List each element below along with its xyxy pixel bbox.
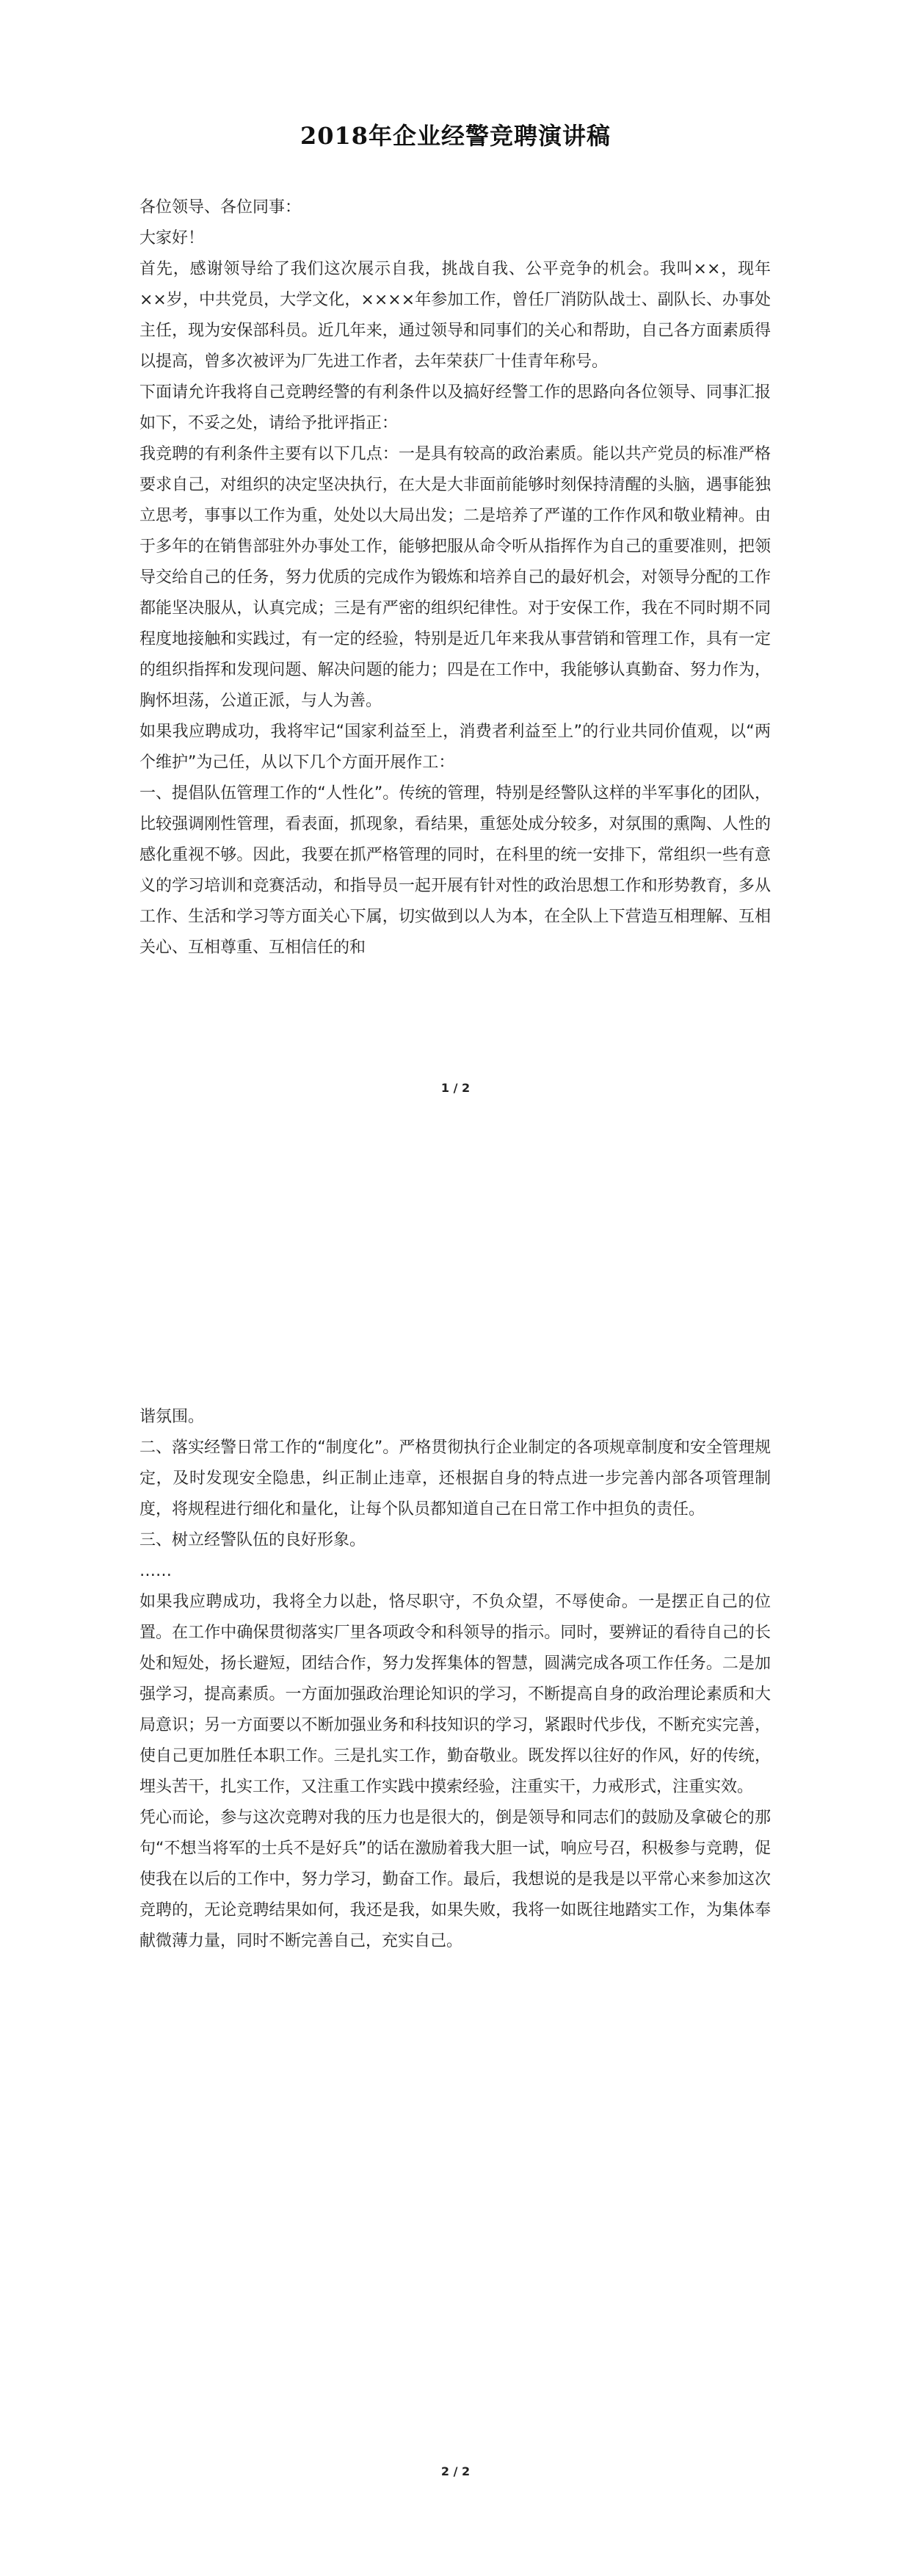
- document-title: 2018年企业经警竞聘演讲稿: [300, 122, 611, 150]
- paragraph-point-three: 三、树立经警队伍的良好形象。: [139, 1531, 366, 1549]
- paragraph-intro: 首先，感谢领导给了我们这次展示自我，挑战自我、公平竞争的机会。我叫××，现年××岁，中共党员，大学文化，××××年参加工作，曾任厂消防队战士、副队长、办事处主任，现为安保部科员。近几年来，通过领导和同事们的关心和帮助，自己各方面素质得以提高，曾多次被评为厂先进工作者，去年荣获厂十佳青年称号。: [139, 260, 771, 371]
- paragraph-advantages: 我竞聘的有利条件主要有以下几点：一是具有较高的政治素质。能以共产党员的标准严格要求自己，对组织的决定坚决执行，在大是大非面前能够时刻保持清醒的头脑，遇事能独立思考，事事以工作为重，处处以大局出发；二是培养了严谨的工作作风和敬业精神。由于多年的在销售部驻外办事处工作，能够把服从命令听从指挥作为自己的重要准则，把领导交给自己的任务，努力优质的完成作为锻炼和培养自己的最好机会，对领导分配的工作都能坚决服从，认真完成；三是有严密的组织纪律性。对于安保工作，我在不同时期不同程度地接触和实践过，有一定的经验，特别是近几年来我从事营销和管理工作，具有一定的组织指挥和发现问题、解决问题的能力；四是在工作中，我能够认真勤奋、努力作为，胸怀坦荡，公道正派，与人为善。: [139, 445, 771, 710]
- page-2: [0, 1288, 911, 2576]
- page-number: 2 / 2: [440, 2464, 471, 2478]
- salutation: 各位领导、各位同事：: [139, 198, 302, 217]
- paragraph-continuation: 谐氛围。: [139, 1408, 205, 1426]
- page-2-body: [139, 1402, 771, 1957]
- paragraph-plan-intro: 如果我应聘成功，我将牢记“国家利益至上，消费者利益至上”的行业共同价值观，以“两个维护”为己任，从以下几个方面开展作工：: [139, 723, 771, 772]
- page-1-body: [139, 192, 771, 963]
- ellipsis: ……: [139, 1562, 172, 1580]
- paragraph-point-one: 一、提倡队伍管理工作的“人性化”。传统的管理，特别是经警队这样的半军事化的团队，比较强调刚性管理，看表面，抓现象，看结果，重惩处成分较多，对氛围的熏陶、人性的感化重视不够。因此，我要在抓严格管理的同时，在科里的统一安排下，常组织一些有意义的学习培训和竞赛活动，和指导员一起开展有针对性的政治思想工作和形势教育，多从工作、生活和学习等方面关心下属，切实做到以人为本，在全队上下营造互相理解、互相关心、互相尊重、互相信任的和: [139, 784, 771, 957]
- paragraph-commitment: 如果我应聘成功，我将全力以赴，恪尽职守，不负众望，不辱使命。一是摆正自己的位置。在工作中确保贯彻落实厂里各项政令和科领导的指示。同时，要辨证的看待自己的长处和短处，扬长避短，团结合作，努力发挥集体的智慧，圆满完成各项工作任务。二是加强学习，提高素质。一方面加强政治理论知识的学习，不断提高自身的政治理论素质和大局意识；另一方面要以不断加强业务和科技知识的学习，紧跟时代步伐，不断充实完善，使自己更加胜任本职工作。三是扎实工作，勤奋敬业。既发挥以往好的作风，好的传统，埋头苦干，扎实工作，又注重工作实践中摸索经验，注重实干，力戒形式，注重实效。: [139, 1593, 771, 1796]
- paragraph-point-two: 二、落实经警日常工作的“制度化”。严格贯彻执行企业制定的各项规章制度和安全管理规定，及时发现安全隐患，纠正制止违章，还根据自身的特点进一步完善内部各项管理制度，将规程进行细化和量化，让每个队员都知道自己在日常工作中担负的责任。: [139, 1439, 771, 1519]
- paragraph-report-preface: 下面请允许我将自己竞聘经警的有利条件以及搞好经警工作的思路向各位领导、同事汇报如下，不妥之处，请给予批评指正：: [139, 383, 771, 433]
- paragraph-closing: 凭心而论，参与这次竞聘对我的压力也是很大的，倒是领导和同志们的鼓励及拿破仑的那句“不想当将军的士兵不是好兵”的话在激励着我大胆一试，响应号召，积极参与竞聘，促使我在以后的工作中，努力学习，勤奋工作。最后，我想说的是我是以平常心来参加这次竞聘的，无论竞聘结果如何，我还是我，如果失败，我将一如既往地踏实工作，为集体奉献微薄力量，同时不断完善自己，充实自己。: [139, 1809, 771, 1950]
- greeting: 大家好！: [139, 229, 205, 247]
- page-number: 1 / 2: [440, 1081, 471, 1095]
